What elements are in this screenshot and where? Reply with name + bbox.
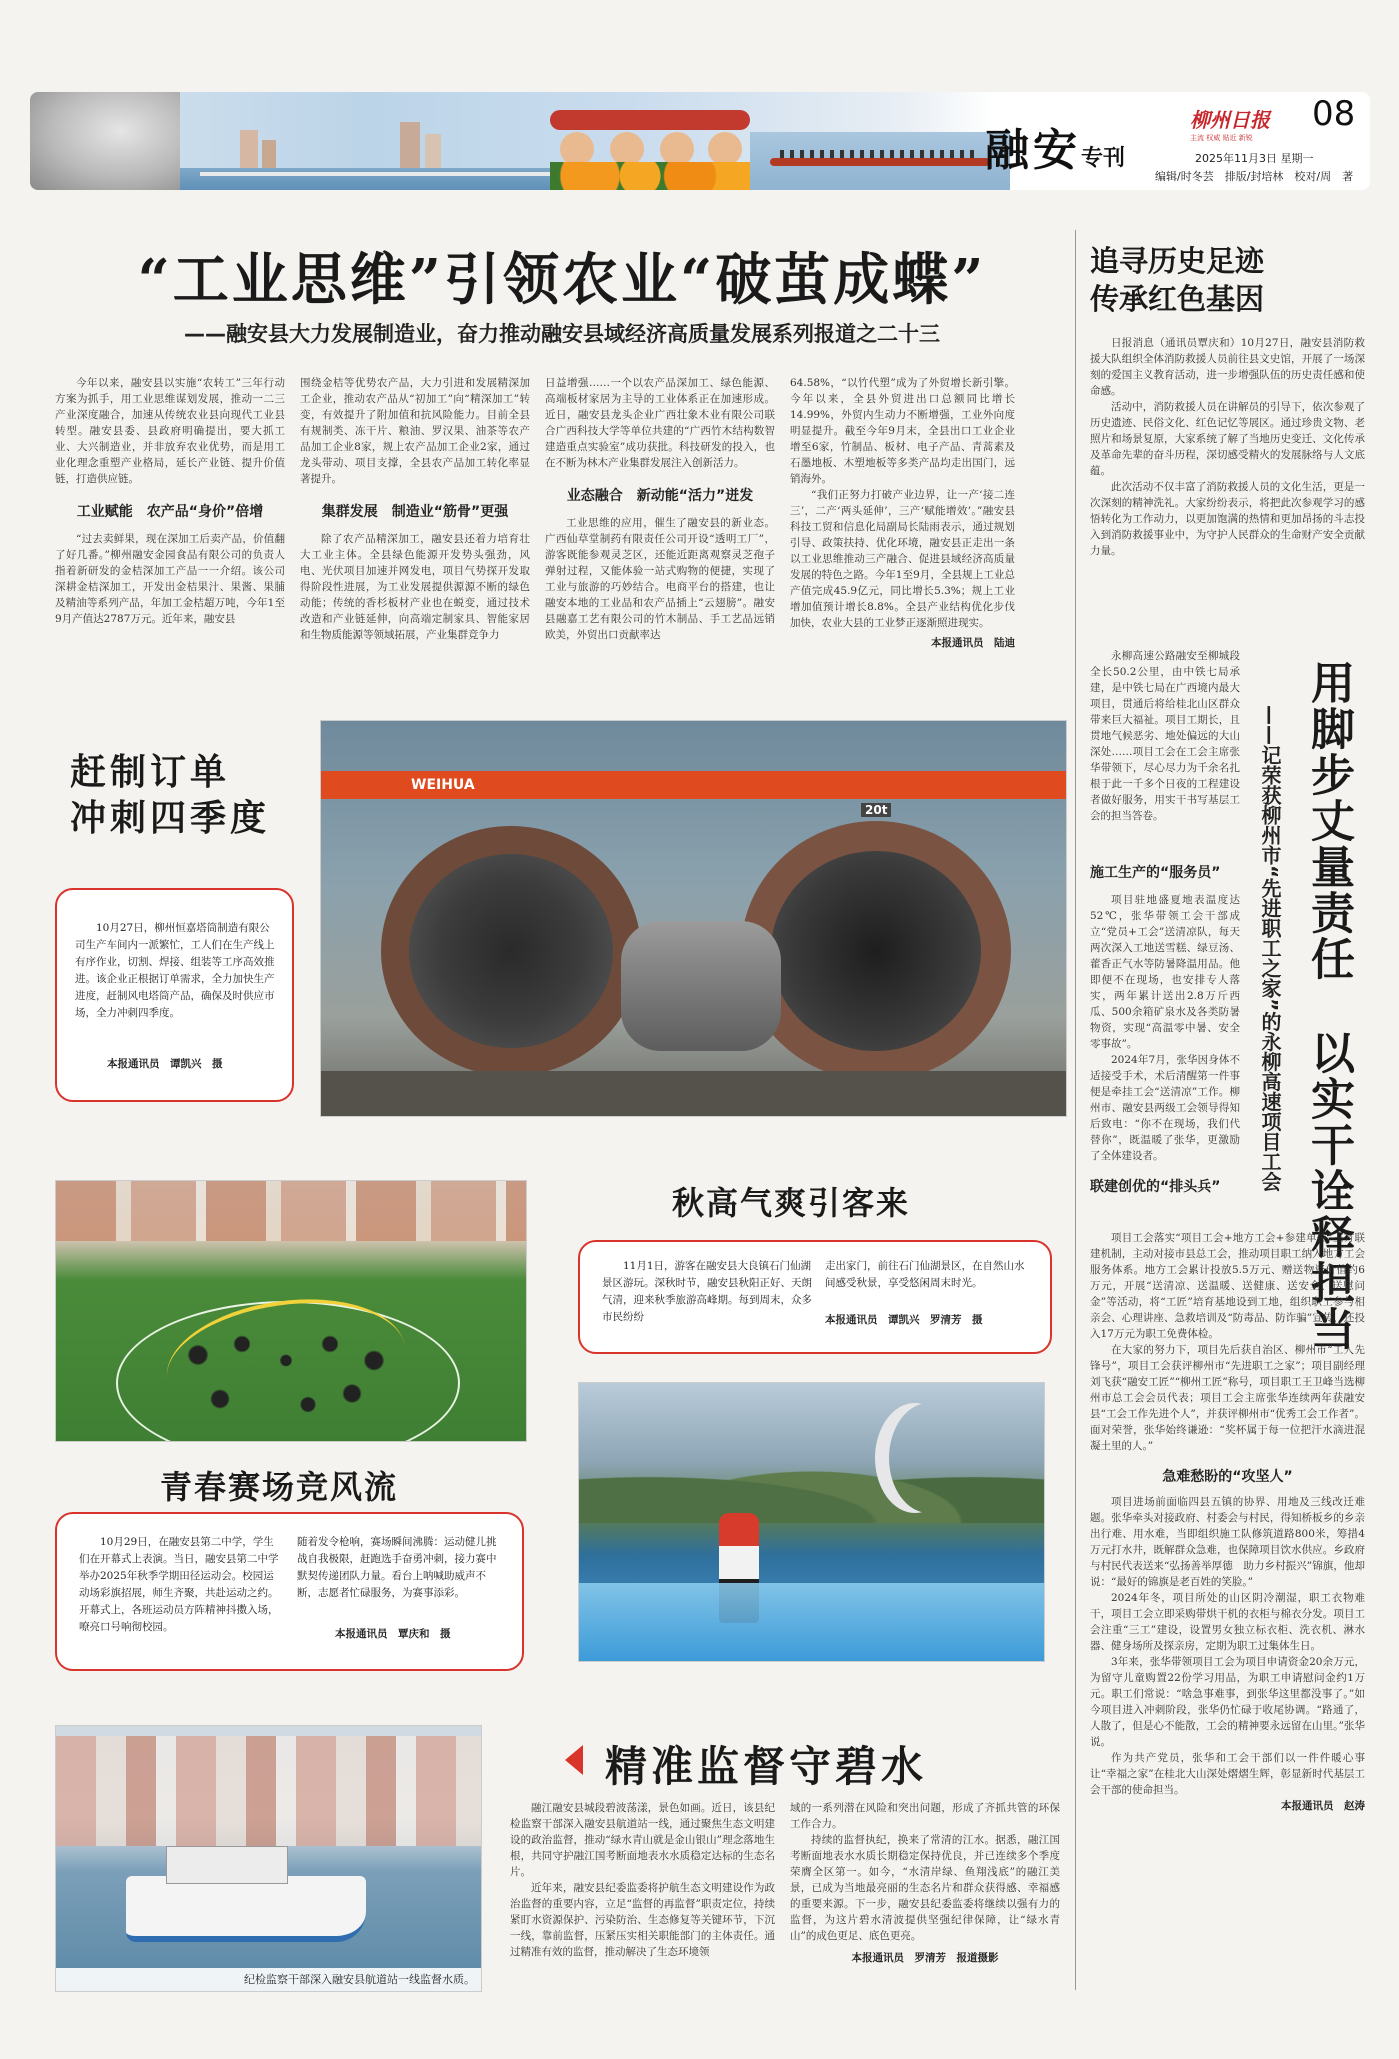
profile-subhead: ——记荣获柳州市“先进职工之家”的永柳高速项目工会 <box>1258 705 1282 1192</box>
lead-col3-paragraph: 工业思维的应用，催生了融安县的新业态。广西仙草堂制药有限责任公司开设“透明工厂”，游客既能参观灵芝区，还能近距离观察灵芝孢子弹射过程，又能体验一站式购物的便捷，实现了工业与旅游的巧妙结合。电商平台的搭建，也让融安本地的工业品和农产品插上“云翅膀”。融安县融嘉工艺有限公司的竹木制品、手工艺品远销欧美，外贸出口贡献率达 <box>545 517 775 641</box>
crescent-moon-sculpture <box>889 1403 969 1513</box>
oversight-arrow-icon <box>565 1745 583 1775</box>
winter-photo-title <box>70 750 270 842</box>
profile-column-wide <box>1090 1230 1365 1813</box>
profile-paragraph: 3年来，张华带领项目工会为项目申请资金20余万元，为留守儿童购置22份学习用品，为职工申请慰问金约1万元。职工们常说：“啥急事难事，到张华这里都没事了。”如今项目进入冲刺阶段，张华仍忙碌于收尾协调。“路通了，人散了，但是心不能散，工会的精神要永远留在山里。”张华说。 <box>1090 1656 1365 1748</box>
oversight-paragraph: 持续的监督执纪，换来了常清的江水。据悉，融江国考断面地表水水质长期稳定保持优良，并已连续多个季度荣膺全区第一。如今，“水清岸绿、鱼翔浅底”的融江美景，已成为当地最亮丽的生态名片和群众获得感、幸福感的重要来源。下一步，融安县纪委监委将继续以强有力的监督，为这片碧水清波提供坚强纪律保障，让“绿水青山”的成色更足、底色更亮。 <box>790 1834 1060 1942</box>
profile-headline-b: 以实干诠释担当 <box>1303 1030 1354 1352</box>
youth-photo-title: 青春赛场竞风流 <box>160 1468 399 1506</box>
profile-subhead-service: 施工生产的“服务员” <box>1090 865 1221 881</box>
youth-caption-a: 10月29日，在融安县第二中学，学生们在开幕式上表演。当日，融安县第二中学举办2025年秋季学期田径运动会。校园运动场彩旗招展，师生齐聚，共赴运动之约。开幕式上，各班运动员方阵精神抖擞入场，嘹亮口号响彻校园。 <box>79 1536 279 1633</box>
lead-col3-subhead: 业态融合 新动能“活力”迸发 <box>566 488 754 504</box>
lead-col4-paragraph: “我们正努力打破产业边界，让一产‘接二连三’，二产‘两头延伸’，三产‘赋能增效’。”融安县科技工贸和信息化局副局长陆雨表示，通过规划引导、政策扶持、优化环境，融安县正走出一条以工业思维推动三产融合、促进县域经济高质量发展的特色之路。今年1至9月，全县规上工业总产值完成45.9亿元，同比增长5.3%；规上工业增加值预计增长8.8%。全县产业结构优化步伐加快，农业大县的工业梦正逐渐照进现实。 <box>790 489 1015 629</box>
profile-paragraph: 项目进场前面临四县五镇的协界、用地及三线改迁难题。张华牵头对接政府、村委会与村民，得知桥板乡的乡亲出行难、用水难，当即组织施工队修筑道路800米，筹措4万元打水井，既解群众急难，也保障项目饮水供应。乡政府与村民代表送来“弘扬善举厚德 助力乡村振兴”锦旗，他却说：“最好的锦旗是老百姓的笑脸。” <box>1090 1496 1365 1588</box>
profile-headline-a: 用脚步丈量责任 <box>1303 660 1354 982</box>
lead-subheadline: ——融安县大力发展制造业，奋力推动融安县域经济高质量发展系列报道之二十三 <box>184 322 940 346</box>
youth-caption-bubble <box>55 1512 524 1671</box>
oversight-column-1 <box>510 1800 775 1960</box>
lead-column-4 <box>790 375 1015 650</box>
oversight-paragraph: 融江融安县城段碧波荡漾，景色如画。近日，该县纪检监察干部深入融安县航道站一线，通过聚焦生态文明建设的政治监督，推动“绿水青山就是金山银山”理念落地生根，共同守护融江国考断面地表水水质稳定达标的生态名片。 <box>510 1802 775 1878</box>
banner-orange-harvest <box>550 102 750 190</box>
oversight-byline: 本报通讯员 罗清芳 报道摄影 <box>851 1952 999 1964</box>
mountains <box>579 1443 1044 1523</box>
section-title <box>985 114 1125 178</box>
banner-dragon-boat <box>750 132 1010 190</box>
lead-col2-paragraph: 除了农产品精深加工，融安县还着力培育壮大工业主体。全县绿色能源开发势头强劲，风电、光伏项目加速并网发电，项目气势探开发取得阶段性进展，为工业发展提供源源不断的绿色动能；传统的香杉板材产业也在蜕变，通过技术改造和产业链延伸，向高端定制家具、智能家居和生物质能源等领域拓展，产业集群竞争力 <box>300 533 530 641</box>
lead-column-2 <box>300 375 530 643</box>
oversight-paragraph: 近年来，融安县纪委监委将护航生态文明建设作为政治监督的重要内容，立足“监督的再监督”职责定位，持续紧盯水资源保护、污染防治、生态修复等关键环节，下沉一线，靠前监督，压紧压实相关职能部门的主体责任。通过精准有效的监督，推动解决了生态环境领 <box>510 1882 775 1958</box>
youth-caption-b: 随着发令枪响，赛场瞬间沸腾：运动健儿挑战自我极限，赶跑选手奋勇冲刺，接力赛中默契传递团队力量。看台上呐喊助威声不断，志愿者忙碌服务，为赛事添彩。 <box>297 1536 497 1599</box>
winter-caption-text: 10月27日，柳州恒嘉塔筒制造有限公司生产车间内一派繁忙，工人们在生产线上有序作业，切割、焊接、组装等工序高效推进。该企业正根据订单需求，全力加快生产进度，赶制风电塔筒产品，确保及时供应市场，全力冲刺四季度。 <box>75 922 275 1019</box>
lead-col2-paragraph: 围绕金桔等优势农产品，大力引进和发展精深加工企业，推动农产品从“初加工”向“精深加工”转变，有效提升了附加值和抗风险能力。目前全县有规制类、冻干片、粮油、罗汉果、油茶等农产品加工企业8家，规上农产品加工企业2家，通过龙头带动、项目支撑，全县农产品加工转化率显著提升。 <box>300 377 530 485</box>
oversight-title: 精准监督守碧水 <box>605 1742 928 1791</box>
profile-intro <box>1090 648 1240 824</box>
lead-column-3 <box>545 375 775 643</box>
history-paragraph: 此次活动不仅丰富了消防救援人员的文化生活，更是一次深刻的精神洗礼。大家纷纷表示，将把此次参观学习的感悟转化为工作动力，以更加饱满的热情和更加昂扬的斗志投入到消防救援事业中，为守护人民群众的生命财产安全贡献力量。 <box>1090 481 1365 557</box>
history-title-line2: 传承红色基因 <box>1090 282 1265 316</box>
factory-photo <box>320 720 1067 1117</box>
lead-col1-paragraph: 今年以来，融安县以实施“农转工”三年行动方案为抓手，用工业思维谋划发展，推动一二三产业深度融合，加速从传统农业县向现代工业县转型。融安县委、县政府明确提出，要大抓工业、大兴制造业，并非放弃农业优势，而是用工业化理念重塑产业格局，延长产业链、提升价值链，打造供应链。 <box>55 377 285 485</box>
profile-paragraph: 项目驻地盛夏地表温度达52℃，张华带领工会干部成立“党员+工会”送清凉队，每天两次深入工地送雪糕、绿豆汤、藿香正气水等防暑降温用品。他即便不在现场，也安排专人落实，两年累计送出2.8万斤西瓜、500余箱矿泉水及各类防暑物资，实现“高温零中暑、安全零事故”。 <box>1090 894 1240 1050</box>
section-title-suffix: 专刊 <box>1081 146 1126 171</box>
school-buildings <box>56 1181 526 1241</box>
profile-subhead-vanguard: 联建创优的“排头兵” <box>1090 1179 1221 1195</box>
autumn-caption-a: 11月1日，游客在融安县大良镇石门仙湖景区游玩。深秋时节，融安县秋阳正好、天朗气清，迎来秋季旅游高峰期。每到周末，众多市民纷纷 <box>602 1260 812 1323</box>
riverbank-buildings <box>56 1736 481 1846</box>
winter-title-line2: 冲刺四季度 <box>70 798 271 839</box>
winter-caption-byline: 本报通讯员 谭凯兴 摄 <box>107 1058 223 1070</box>
lead-byline: 本报通讯员 陆迪 <box>931 637 1015 649</box>
mirror-platform <box>579 1583 1044 1661</box>
oversight-paragraph: 域的一系列潜在风险和突出问题，形成了齐抓共管的环保工作合力。 <box>790 1802 1060 1830</box>
logo-slogan: 主流 权威 贴近 新锐 <box>1190 134 1253 142</box>
logo-text: 柳州日报 <box>1190 108 1270 132</box>
history-title-line1: 追寻历史足迹 <box>1090 244 1265 278</box>
history-headline <box>1090 242 1360 318</box>
date-line: 2025年11月3日 星期一 <box>1195 152 1314 165</box>
autumn-caption-byline: 本报通讯员 谭凯兴 罗清芳 摄 <box>825 1314 983 1326</box>
profile-subhead-troubleshooter: 急难愁盼的“攻坚人” <box>1162 1469 1293 1485</box>
youth-caption-byline: 本报通讯员 覃庆和 摄 <box>335 1628 451 1640</box>
boat-cabin <box>166 1846 288 1884</box>
masthead-banner <box>30 92 1370 190</box>
profile-column <box>1090 862 1240 1204</box>
banner-arch-photo <box>30 92 180 190</box>
history-article <box>1090 335 1365 559</box>
autumn-caption-b: 走出家门，前往石门仙湖景区，在自然山水间感受秋景，享受悠闲周末时光。 <box>825 1260 1025 1289</box>
profile-byline: 本报通讯员 赵涛 <box>1281 1800 1365 1812</box>
editor-line: 编辑/时冬芸 排版/封培林 校对/周 著 <box>1155 170 1354 183</box>
lead-col2-subhead: 集群发展 制造业“筋骨”更强 <box>321 504 509 520</box>
crane-label: WEIHUA <box>411 777 475 793</box>
profile-paragraph: 2024年7月，张华因身体不适接受手术，术后清醒第一件事便是牵挂工会“送清凉”工作。柳州市、融安县两级工会领导得知后致电：“你不在现场，我们代替你”，既温暖了张华，更激励了全体建设者。 <box>1090 1054 1240 1162</box>
page-number: 08 <box>1312 94 1356 134</box>
tower-ring-large <box>381 826 641 1076</box>
profile-intro-paragraph: 永柳高速公路融安至柳城段全长50.2公里，由中铁七局承建，是中铁七局在广西境内最大项目，贯通后将给桂北山区群众带来巨大福祉。项目工期长，且贯地气候恶劣、地处偏远的大山深处……项目工会在工会主席张华带领下，尽心尽力为千余名扎根于此一千多个日夜的工程建设者做好服务，用实干书写基层工会的担当答卷。 <box>1090 650 1240 822</box>
lead-column-1 <box>55 375 285 627</box>
autumn-photo-title: 秋高气爽引客来 <box>672 1184 911 1222</box>
profile-paragraph: 作为共产党员，张华和工会干部们以一件件暖心事让“幸福之家”在桂北大山深处熠熠生辉，彰显新时代基层工会干部的使命担当。 <box>1090 1752 1365 1796</box>
patrol-boat-photo <box>55 1725 482 1992</box>
patrol-boat <box>126 1876 366 1942</box>
profile-paragraph: 在大家的努力下，项目先后获自治区、柳州市“工人先锋号”，项目工会获评柳州市“先进职工之家”；项目副经理刘飞获“融安工匠”“柳州工匠”称号，项目职工王卫峰当选柳州市总工会会员代表；项目工会主席张华连续两年获融安县“工会工作先进个人”，并获评柳州市“优秀工会工作者”。面对荣誉，张华始终谦逊：“奖杯属于每一位把汗水滴进混凝土里的人。” <box>1090 1344 1365 1452</box>
banner-skyline <box>180 122 580 190</box>
section-title-main: 融安 <box>985 125 1081 176</box>
lead-col4-paragraph: 64.58%，“以竹代塑”成为了外贸增长新引擎。今年以来，全县外贸进出口总额同比增长14.99%，外贸内生动力不断增强，工业外向度明显提升。截至今年9月末，全县出口工业企业增至6家，竹制品、板材、电子产品、青蒿素及石墨地板、木塑地板等多类产品均走出国门，远销海外。 <box>790 377 1015 485</box>
autumn-caption-bubble <box>578 1240 1052 1354</box>
oversight-column-2 <box>790 1800 1060 1965</box>
lead-col1-subhead: 工业赋能 农产品“身价”倍增 <box>76 504 264 520</box>
crane-tag: 20t <box>861 803 891 817</box>
newspaper-logo <box>1190 104 1270 143</box>
lake-photo <box>578 1382 1045 1662</box>
history-paragraph: 活动中，消防救援人员在讲解员的引导下，依次参观了历史遗迹、民俗文化、红色记忆等展区。通过珍贵文物、老照片和场景复原，大家系统了解了当地历史变迁、文化传承及革命先辈的奋斗历程，深切感受精火的发展脉络与人文底蕴。 <box>1090 401 1365 477</box>
profile-paragraph: 项目工会落实“项目工会+地方工会+参建单位”三方联建机制，主动对接市县总工会，推动项目职工纳入地方工会服务体系。地方工会累计投放5.5万元、赠送物资价值约6万元，开展“送清凉、送温暖、送健康、送安全、送慰问金”等活动，将“工匠”培育基地设到工地，组织职工参与相亲会、心理讲座、急救培训及“防毒品、防诈骗”宣传，还投入17万元为职工免费体检。 <box>1090 1232 1365 1340</box>
sports-photo <box>55 1180 527 1442</box>
factory-floor <box>321 1071 1066 1116</box>
history-paragraph: 日报消息（通讯员覃庆和）10月27日，融安县消防救援大队组织全体消防救援人员前往县文史馆，开展了一场深刻的爱国主义教育活动，进一步增强队伍的历史责任感和使命感。 <box>1090 337 1365 397</box>
column-divider <box>1075 230 1076 1990</box>
profile-paragraph: 2024年冬，项目所处的山区阴冷潮湿，职工衣物难干，项目工会立即采购带烘干机的衣柜与棉衣分发。项目工会注重“三工”建设，设置男女独立标衣柜、洗衣机、淋水器、健身场所及探亲房，定期为职工过集体生日。 <box>1090 1592 1365 1652</box>
lead-headline: “工业思维”引领农业“破茧成蝶” <box>137 247 987 313</box>
tower-ring-right <box>741 821 1011 1081</box>
winter-caption-bubble <box>55 888 294 1102</box>
winter-title-line1: 赶制订单 <box>70 752 231 793</box>
lead-col3-paragraph: 日益增强……一个以农产品深加工、绿色能源、高端板材家居为主导的工业体系正在加速形成。近日，融安县龙头企业广西壮象木业有限公司联合广西科技大学等单位共建的“广西竹木结构数智建造重点实验室”成功获批。科技研发的投入，也在不断为林木产业集群发展注入创新活力。 <box>545 377 775 469</box>
lead-col1-paragraph: “过去卖鲜果，现在深加工后卖产品，价值翻了好几番。”柳州融安金园食品有限公司的负责人指着新研发的金桔深加工产品一一介绍。该公司深耕金桔深加工，开发出金桔果汁、果酱、果脯及精油等系列产品，年加工金桔超万吨，今年1至9月产值达2787万元。近年来，融安县 <box>55 533 285 625</box>
tower-segment-mid <box>621 921 781 1051</box>
patrol-photo-caption: 纪检监察干部深入融安县航道站一线监督水质。 <box>56 1968 481 1991</box>
